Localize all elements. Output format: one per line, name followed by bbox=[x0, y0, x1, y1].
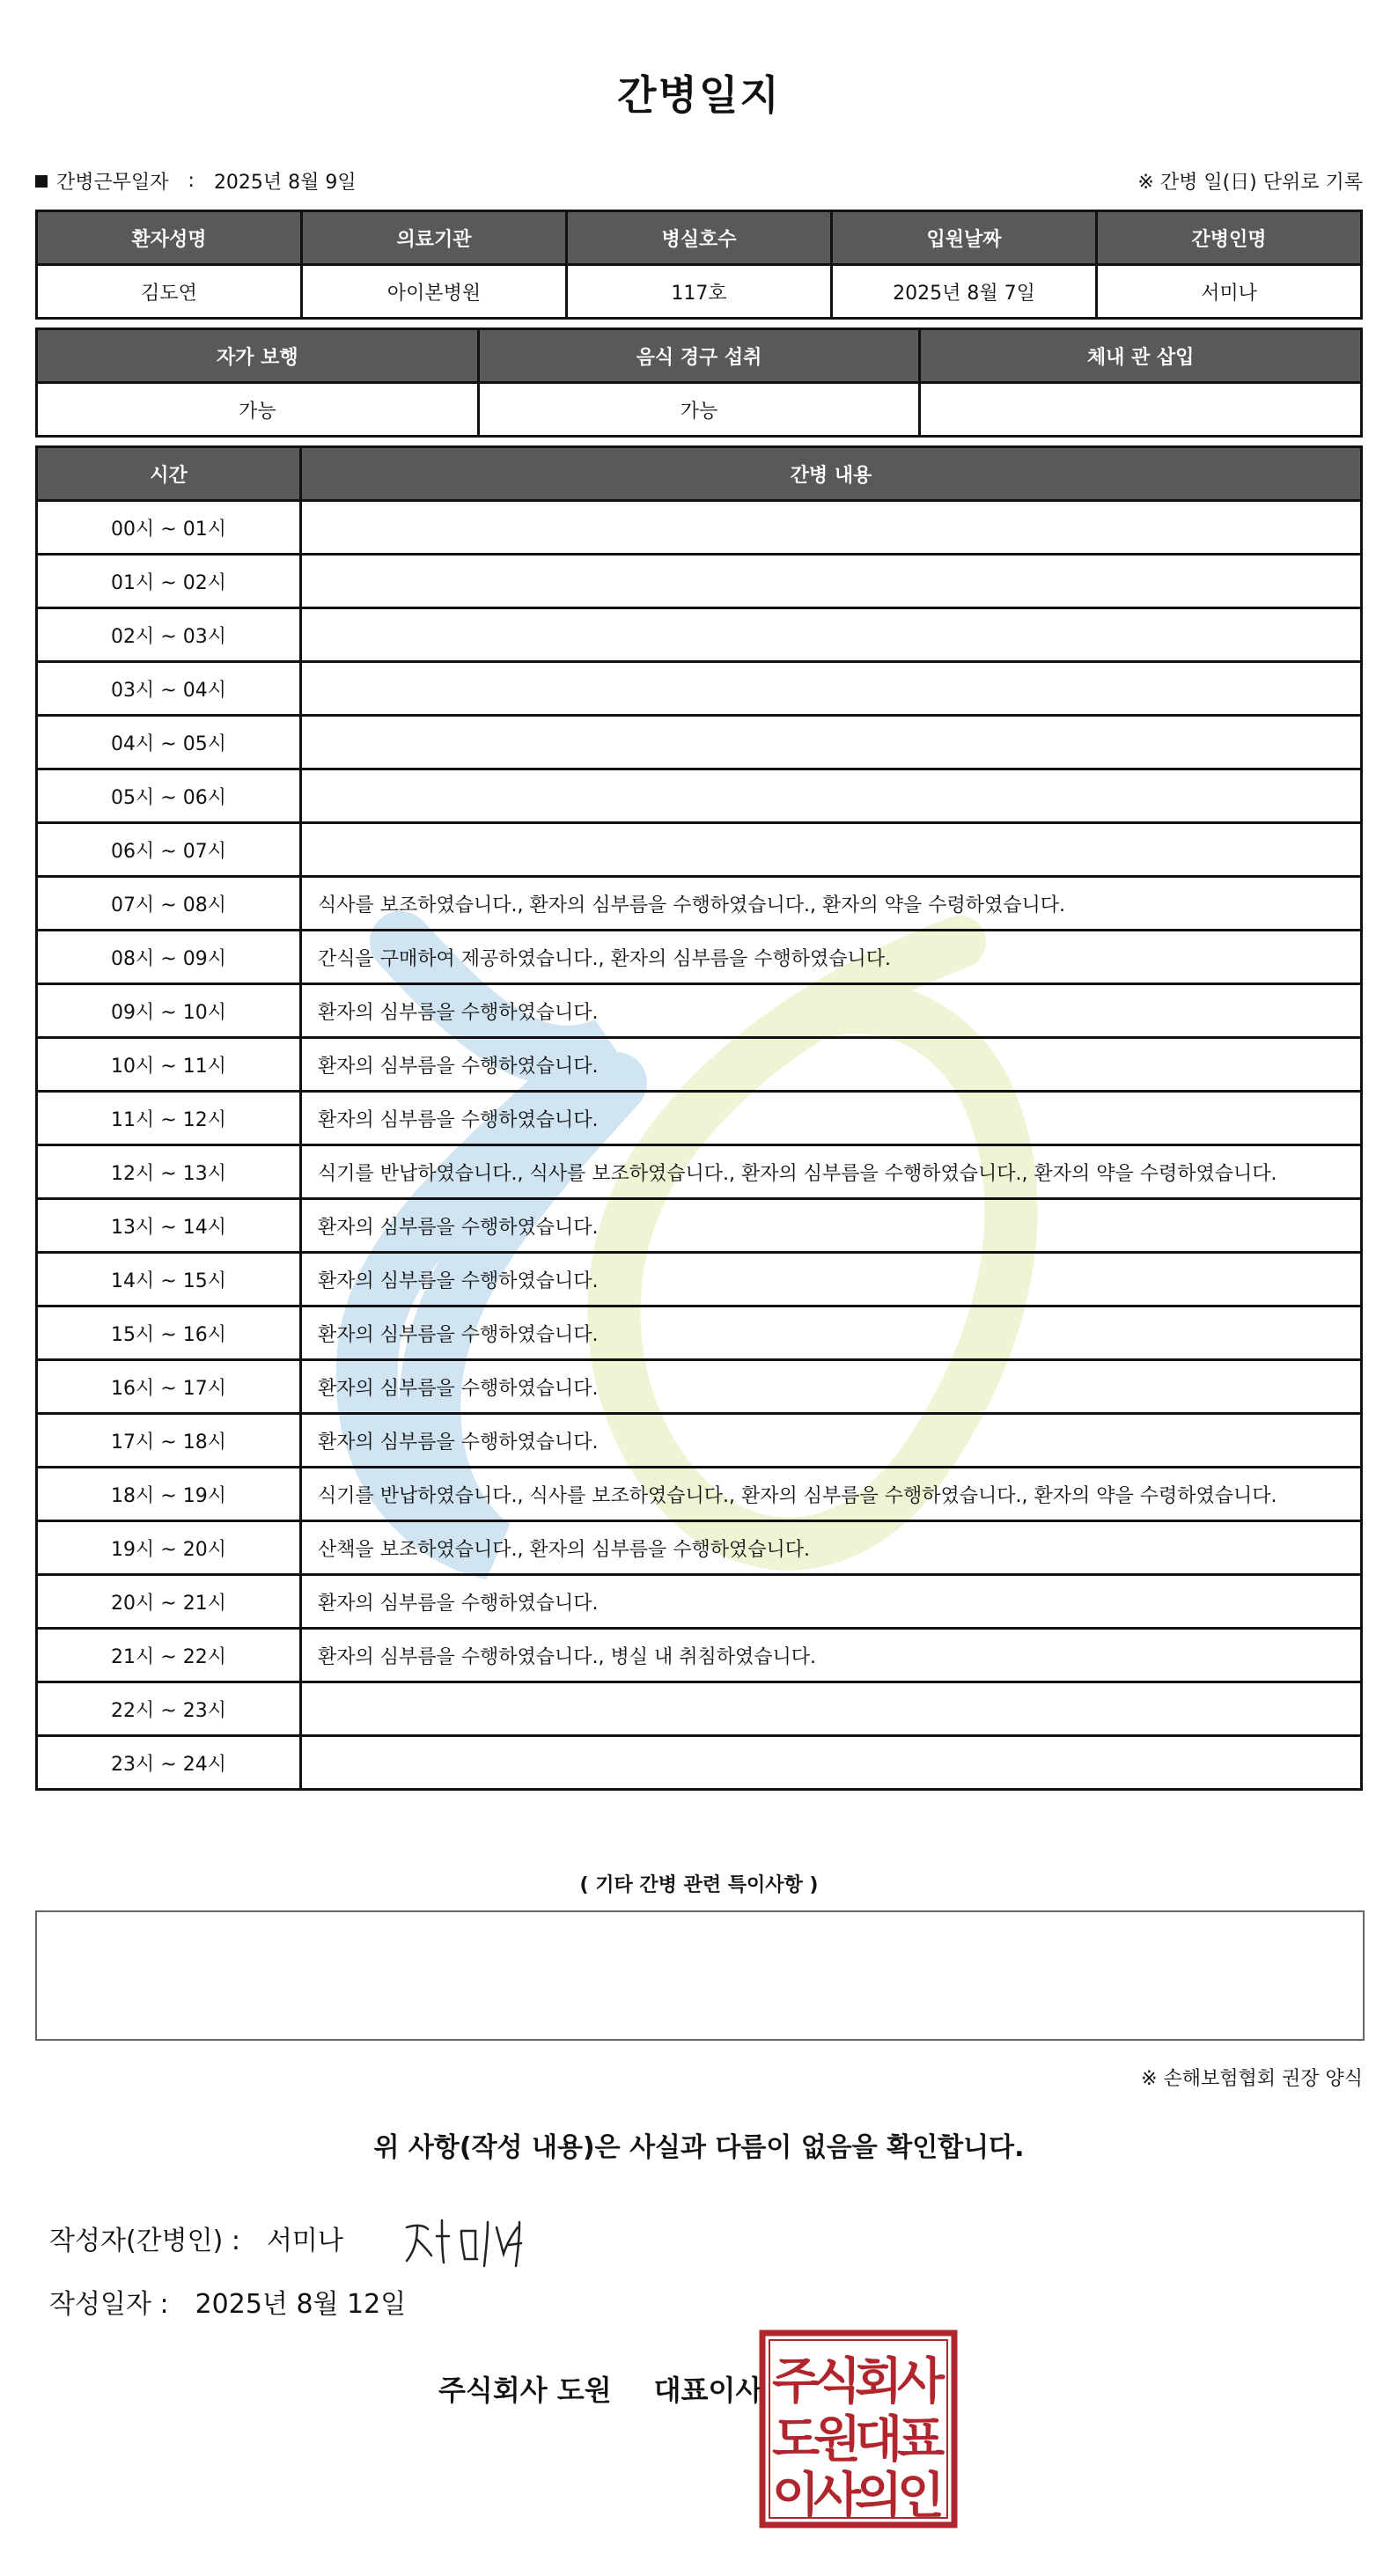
log-content bbox=[301, 608, 1362, 662]
log-row bbox=[37, 1682, 1362, 1736]
log-row bbox=[37, 1736, 1362, 1790]
log-time: 08시 ~ 09시 bbox=[37, 931, 301, 984]
log-row bbox=[37, 716, 1362, 769]
header-patient-name: 환자성명 bbox=[37, 211, 302, 265]
work-date-label: 간병근무일자 bbox=[56, 172, 169, 194]
log-row bbox=[37, 1360, 1362, 1414]
tube-insertion-value bbox=[920, 383, 1362, 437]
log-time: 12시 ~ 13시 bbox=[37, 1145, 301, 1199]
svg-text:사: 사 bbox=[813, 2468, 862, 2525]
special-notes-box bbox=[35, 1910, 1365, 2041]
patient-info-value-row bbox=[37, 265, 1362, 319]
log-row bbox=[37, 1468, 1362, 1521]
company-signature-line bbox=[438, 2368, 762, 2409]
notes-title: ( 기타 간병 관련 특이사항 ) bbox=[579, 1874, 819, 1896]
log-header-row bbox=[37, 447, 1362, 501]
writer-label: 작성자(간병인) : bbox=[49, 2226, 240, 2256]
oral-intake-value: 가능 bbox=[478, 383, 920, 437]
log-content bbox=[301, 1682, 1362, 1736]
log-content: 환자의 심부름을 수행하였습니다. bbox=[301, 1092, 1362, 1145]
patient-name: 김도연 bbox=[37, 265, 302, 319]
log-time: 13시 ~ 14시 bbox=[37, 1199, 301, 1253]
hospital-name: 아이본병원 bbox=[302, 265, 567, 319]
log-content: 환자의 심부름을 수행하였습니다. bbox=[301, 1199, 1362, 1253]
patient-status-table bbox=[35, 328, 1363, 438]
header-time: 시간 bbox=[37, 447, 301, 501]
work-date-value: 2025년 8월 9일 bbox=[213, 172, 357, 194]
patient-status-header-row bbox=[37, 329, 1362, 383]
svg-text:회: 회 bbox=[854, 2353, 903, 2410]
svg-text:대: 대 bbox=[854, 2411, 903, 2469]
header-hospital: 의료기관 bbox=[302, 211, 567, 265]
handwritten-signature bbox=[398, 2201, 539, 2271]
log-content bbox=[301, 823, 1362, 877]
header-admission-date: 입원날짜 bbox=[832, 211, 1097, 265]
header-care-content: 간병 내용 bbox=[301, 447, 1362, 501]
log-time: 10시 ~ 11시 bbox=[37, 1038, 301, 1092]
log-content: 환자의 심부름을 수행하였습니다. bbox=[301, 1414, 1362, 1468]
header-room: 병실호수 bbox=[567, 211, 832, 265]
log-row bbox=[37, 1038, 1362, 1092]
svg-text:인: 인 bbox=[896, 2468, 945, 2525]
svg-text:원: 원 bbox=[813, 2411, 862, 2469]
log-time: 22시 ~ 23시 bbox=[37, 1682, 301, 1736]
hourly-care-log-table bbox=[35, 445, 1363, 1791]
written-date-value: 2025년 8월 12일 bbox=[195, 2289, 407, 2320]
svg-text:표: 표 bbox=[896, 2411, 945, 2469]
log-content: 산책을 보조하였습니다., 환자의 심부름을 수행하였습니다. bbox=[301, 1521, 1362, 1575]
log-time: 06시 ~ 07시 bbox=[37, 823, 301, 877]
caregiver-name: 서미나 bbox=[1097, 265, 1362, 319]
log-time: 15시 ~ 16시 bbox=[37, 1306, 301, 1360]
ceo-title: 대표이사 bbox=[653, 2374, 763, 2407]
header-caregiver: 간병인명 bbox=[1097, 211, 1362, 265]
room-number: 117호 bbox=[567, 265, 832, 319]
recommended-form-note: ※ 손해보험협회 권장 양식 bbox=[1141, 2068, 1363, 2090]
log-row bbox=[37, 1199, 1362, 1253]
svg-text:의: 의 bbox=[854, 2468, 903, 2525]
patient-info-table bbox=[35, 210, 1363, 320]
log-time: 16시 ~ 17시 bbox=[37, 1360, 301, 1414]
self-walking-value: 가능 bbox=[37, 383, 479, 437]
log-row bbox=[37, 1521, 1362, 1575]
log-rows bbox=[37, 501, 1362, 1790]
unit-note: ※ 간병 일(日) 단위로 기록 bbox=[1137, 172, 1363, 194]
log-time: 21시 ~ 22시 bbox=[37, 1629, 301, 1682]
writer-name: 서미나 bbox=[266, 2226, 343, 2256]
log-row bbox=[37, 555, 1362, 608]
log-time: 20시 ~ 21시 bbox=[37, 1575, 301, 1629]
patient-status-value-row bbox=[37, 383, 1362, 437]
company-name: 주식회사 도원 bbox=[438, 2374, 612, 2407]
log-row bbox=[37, 1253, 1362, 1306]
work-date bbox=[35, 167, 357, 195]
log-time: 01시 ~ 02시 bbox=[37, 555, 301, 608]
log-content bbox=[301, 555, 1362, 608]
log-time: 05시 ~ 06시 bbox=[37, 769, 301, 823]
log-content: 식기를 반납하였습니다., 식사를 보조하였습니다., 환자의 심부름을 수행하였습니다., 환자의 약을 수령하였습니다. bbox=[301, 1468, 1362, 1521]
header-oral-intake: 음식 경구 섭취 bbox=[478, 329, 920, 383]
writer-line bbox=[49, 2219, 343, 2257]
log-row bbox=[37, 501, 1362, 555]
log-row bbox=[37, 931, 1362, 984]
log-content: 환자의 심부름을 수행하였습니다. bbox=[301, 1038, 1362, 1092]
log-content: 환자의 심부름을 수행하였습니다. bbox=[301, 984, 1362, 1038]
log-row bbox=[37, 608, 1362, 662]
log-content bbox=[301, 1736, 1362, 1790]
log-content bbox=[301, 716, 1362, 769]
log-row bbox=[37, 1306, 1362, 1360]
log-row bbox=[37, 877, 1362, 931]
log-row bbox=[37, 1414, 1362, 1468]
log-time: 09시 ~ 10시 bbox=[37, 984, 301, 1038]
log-time: 02시 ~ 03시 bbox=[37, 608, 301, 662]
svg-text:이: 이 bbox=[771, 2468, 820, 2525]
svg-text:도: 도 bbox=[771, 2411, 820, 2469]
log-content: 환자의 심부름을 수행하였습니다. bbox=[301, 1575, 1362, 1629]
log-content: 환자의 심부름을 수행하였습니다. bbox=[301, 1360, 1362, 1414]
confirmation-statement: 위 사항(작성 내용)은 사실과 다름이 없음을 확인합니다. bbox=[373, 2132, 1025, 2163]
log-row bbox=[37, 662, 1362, 716]
svg-text:주: 주 bbox=[771, 2353, 820, 2410]
log-row bbox=[37, 984, 1362, 1038]
log-time: 03시 ~ 04시 bbox=[37, 662, 301, 716]
log-content: 간식을 구매하여 제공하였습니다., 환자의 심부름을 수행하였습니다. bbox=[301, 931, 1362, 984]
svg-text:식: 식 bbox=[813, 2353, 862, 2410]
header-self-walking: 자가 보행 bbox=[37, 329, 479, 383]
log-content: 환자의 심부름을 수행하였습니다. bbox=[301, 1306, 1362, 1360]
written-date-line bbox=[49, 2282, 406, 2321]
log-row bbox=[37, 1145, 1362, 1199]
log-content bbox=[301, 769, 1362, 823]
log-time: 19시 ~ 20시 bbox=[37, 1521, 301, 1575]
log-row bbox=[37, 823, 1362, 877]
written-date-label: 작성일자 : bbox=[49, 2289, 169, 2320]
svg-text:사: 사 bbox=[896, 2353, 945, 2410]
log-content: 환자의 심부름을 수행하였습니다. bbox=[301, 1253, 1362, 1306]
log-content bbox=[301, 662, 1362, 716]
patient-info-header-row bbox=[37, 211, 1362, 265]
log-content: 식사를 보조하였습니다., 환자의 심부름을 수행하였습니다., 환자의 약을 수령하였습니다. bbox=[301, 877, 1362, 931]
work-date-separator: : bbox=[188, 170, 195, 192]
log-time: 04시 ~ 05시 bbox=[37, 716, 301, 769]
header-tube-insertion: 체내 관 삽입 bbox=[920, 329, 1362, 383]
log-row bbox=[37, 1092, 1362, 1145]
log-time: 23시 ~ 24시 bbox=[37, 1736, 301, 1790]
log-row bbox=[37, 769, 1362, 823]
company-seal-stamp bbox=[759, 2329, 958, 2528]
log-time: 18시 ~ 19시 bbox=[37, 1468, 301, 1521]
log-content bbox=[301, 501, 1362, 555]
log-time: 00시 ~ 01시 bbox=[37, 501, 301, 555]
admission-date: 2025년 8월 7일 bbox=[832, 265, 1097, 319]
log-content: 환자의 심부름을 수행하였습니다., 병실 내 취침하였습니다. bbox=[301, 1629, 1362, 1682]
bullet-square-icon bbox=[35, 175, 48, 188]
log-row bbox=[37, 1575, 1362, 1629]
log-content: 식기를 반납하였습니다., 식사를 보조하였습니다., 환자의 심부름을 수행하였습니다., 환자의 약을 수령하였습니다. bbox=[301, 1145, 1362, 1199]
page-title: 간병일지 bbox=[617, 71, 781, 119]
log-time: 14시 ~ 15시 bbox=[37, 1253, 301, 1306]
log-time: 17시 ~ 18시 bbox=[37, 1414, 301, 1468]
log-row bbox=[37, 1629, 1362, 1682]
log-time: 07시 ~ 08시 bbox=[37, 877, 301, 931]
log-time: 11시 ~ 12시 bbox=[37, 1092, 301, 1145]
